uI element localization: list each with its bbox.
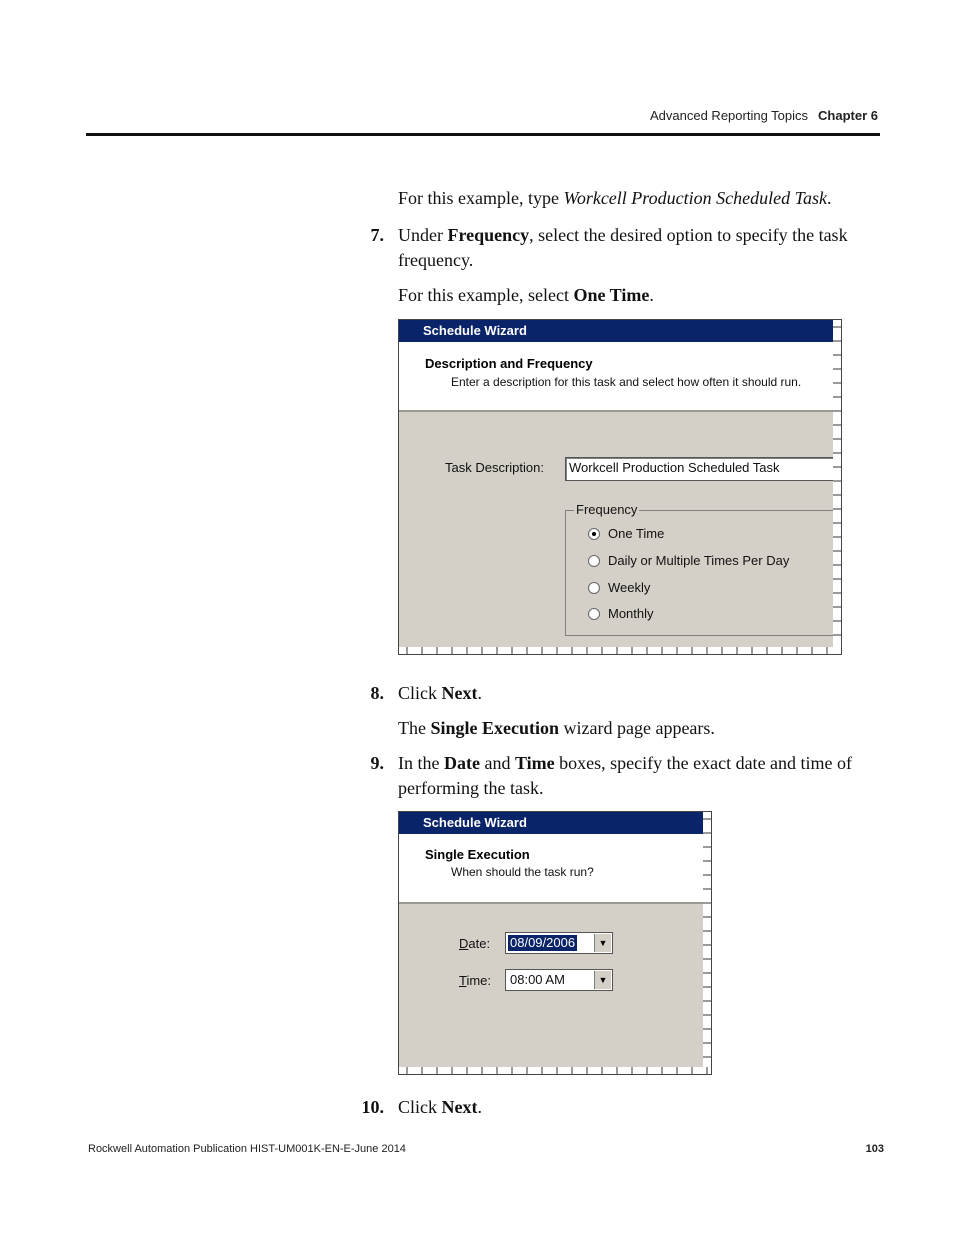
step9-t1: In the [398, 753, 444, 773]
dialog-heading: Description and Frequency [425, 356, 593, 371]
page-number: 103 [865, 1143, 884, 1155]
step9-b2: Time [514, 753, 555, 773]
step10-text [398, 1095, 884, 1120]
date-label-key: D [459, 936, 469, 951]
running-header [650, 108, 878, 123]
date-value: 08/09/2006 [510, 935, 576, 950]
radio-empty-icon [588, 608, 600, 620]
radio-label: One Time [608, 526, 665, 541]
torn-edge-right [703, 812, 711, 1074]
radio-label: Daily or Multiple Times Per Day [608, 553, 790, 568]
date-label [459, 936, 490, 951]
time-value: 08:00 AM [510, 972, 565, 987]
schedule-wizard-dialog-frequency [398, 319, 842, 655]
step9-t3: boxes, specify the exact date and time of performing the task. [398, 753, 853, 798]
step8-text [398, 681, 884, 706]
schedule-wizard-dialog-single-execution [398, 811, 712, 1075]
step8-result-bold: Single Execution [430, 718, 559, 738]
step8-result-prefix: The [398, 718, 431, 738]
step8-bold: Next [441, 683, 478, 703]
chevron-down-icon[interactable]: ▼ [594, 971, 611, 989]
time-label-key: T [459, 973, 467, 988]
header-section: Advanced Reporting Topics [650, 108, 809, 123]
torn-edge-right [833, 320, 841, 654]
radio-label: Monthly [608, 606, 654, 621]
step7-example-bold: One Time [573, 285, 650, 305]
dialog-title-bar: Schedule Wizard [399, 320, 841, 342]
dialog-header-band [399, 342, 841, 412]
step7-text-b: , select the desired option to specify the task frequency. [398, 225, 848, 270]
time-label-rest: ime: [466, 973, 492, 988]
radio-empty-icon [588, 555, 600, 567]
step8-number: 8. [370, 683, 384, 703]
step10-bold: Next [441, 1097, 478, 1117]
step9-t2: and [479, 753, 515, 773]
step7-text [398, 223, 884, 273]
radio-selected-icon [588, 528, 600, 540]
step7-bold: Frequency [447, 225, 530, 245]
intro-text: For this example, type [398, 188, 564, 208]
step8-result-suffix: wizard page appears. [559, 718, 715, 738]
intro-suffix: . [826, 188, 832, 208]
time-label [459, 973, 491, 988]
step10-number: 10. [361, 1097, 384, 1117]
step8-result [398, 716, 884, 741]
dialog-header-band [399, 834, 711, 904]
header-rule [86, 133, 880, 136]
dialog-heading: Single Execution [425, 847, 530, 862]
task-description-label: Task Description: [445, 460, 544, 475]
step8-text-a: Click [398, 683, 442, 703]
step7-text-a: Under [398, 225, 448, 245]
dialog-subheading: Enter a description for this task and select how often it should run. [451, 375, 802, 389]
step7-example-suffix: . [649, 285, 654, 305]
task-description-input[interactable]: Workcell Production Scheduled Task [565, 457, 842, 481]
radio-label: Weekly [608, 580, 651, 595]
date-picker[interactable] [505, 932, 613, 954]
step7-number: 7. [370, 225, 384, 245]
step9-text [398, 751, 884, 801]
intro-paragraph [398, 186, 884, 211]
dialog-subheading: When should the task run? [451, 865, 594, 879]
footer-publication: Rockwell Automation Publication HIST-UM001K-EN-E-June 2014 [88, 1143, 406, 1155]
frequency-group [565, 502, 842, 636]
step10-suffix: . [477, 1097, 482, 1117]
step7-example-prefix: For this example, select [398, 285, 574, 305]
step8-suffix: . [477, 683, 482, 703]
time-picker[interactable] [505, 969, 613, 991]
date-label-rest: ate: [468, 936, 491, 951]
radio-empty-icon [588, 582, 600, 594]
intro-example: Workcell Production Scheduled Task [563, 188, 827, 208]
step9-b1: Date [443, 753, 480, 773]
torn-edge-bottom [399, 1067, 711, 1074]
step7-example [398, 283, 884, 308]
chevron-down-icon[interactable]: ▼ [594, 934, 611, 952]
header-chapter: Chapter 6 [818, 108, 878, 123]
torn-edge-bottom [399, 647, 841, 654]
frequency-group-label: Frequency [576, 502, 638, 517]
step10-text-a: Click [398, 1097, 442, 1117]
step9-number: 9. [370, 753, 384, 773]
dialog-title-bar: Schedule Wizard [399, 812, 711, 834]
